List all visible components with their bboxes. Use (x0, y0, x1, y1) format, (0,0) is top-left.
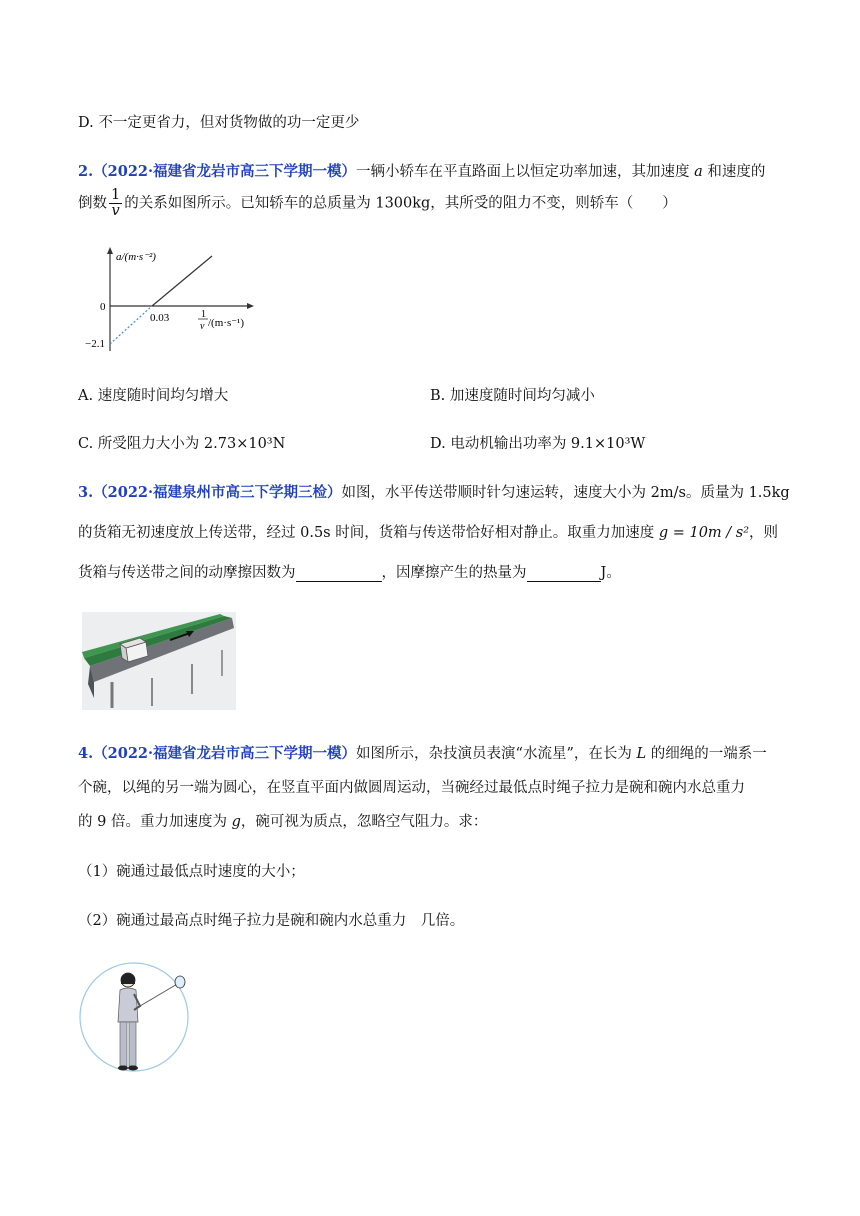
q2-xlabel-den: v (200, 321, 205, 332)
q4-sub2: （2）碗通过最高点时绳子拉力是碗和碗内水总重力 几倍。 (78, 913, 465, 929)
q4-line1 (78, 742, 767, 763)
q2-number: 2. (78, 163, 94, 180)
q4-text-3b: ，碗可视为质点，忽略空气阻力。求： (240, 814, 488, 830)
q2-option-a: A. 速度随时间均匀增大 (78, 388, 229, 404)
q4-bowl (175, 976, 185, 988)
q2-y-arrow (107, 247, 113, 254)
q2-text-1b: 和速度的 (707, 164, 766, 180)
q2-xlabel-num: 1 (201, 309, 206, 320)
q2-option-b: B. 加速度随时间均匀减小 (430, 388, 595, 404)
q3-conveyor-image (82, 612, 236, 710)
q4-var-L: L (636, 746, 647, 762)
q3-source: （2022·福建泉州市高三下学期三检） (93, 484, 342, 501)
q4-var-g: g (231, 814, 241, 830)
q3-blank-1 (296, 581, 382, 582)
q4-line2: 个碗，以绳的另一端为圆心，在竖直平面内做圆周运动，当碗经过最低点时绳子拉力是碗和碗内水总重力 (78, 780, 745, 796)
q4-text-1a: 如图所示，杂技演员表演“水流星”，在长为 (356, 746, 632, 762)
q3-number: 3. (78, 484, 94, 501)
q3-text-2a: 的货箱无初速度放上传送带，经过 0.5s 时间，货箱与传送带恰好相对静止。取重力加速度 (78, 525, 655, 541)
q3-text-3b: ，因摩擦产生的热量为 (381, 565, 527, 581)
q4-number: 4. (78, 745, 94, 762)
q2-x-intercept-label: 0.03 (150, 312, 170, 324)
q3-text-3a: 货箱与传送带之间的动摩擦因数为 (78, 565, 296, 581)
q4-sub1: （1）碗通过最低点时速度的大小； (78, 864, 305, 880)
q2-option-c: C. 所受阻力大小为 2.73×10³N (78, 436, 286, 452)
q2-line2 (78, 188, 677, 219)
q4-rope (140, 983, 179, 1006)
q3-formula: g = 10m / s² (658, 525, 750, 541)
q2-source: （2022·福建省龙岩市高三下学期一模） (93, 163, 357, 180)
q2-solid-line (152, 256, 212, 306)
q4-performer-illustration (76, 954, 198, 1084)
q2-graph (80, 246, 280, 358)
q2-ylabel: a/(m·s⁻²) (116, 251, 156, 263)
q3-text-2b: ，则 (749, 525, 779, 541)
q2-text-1a: 一辆小轿车在平直路面上以恒定功率加速，其加速度 (356, 164, 690, 180)
q2-dashed-line (110, 306, 152, 344)
q3-blank-2 (527, 581, 601, 582)
q2-text-2a: 倒数 (78, 195, 107, 212)
q2-y-intercept-label: −2.1 (85, 338, 105, 350)
q2-xlabel-unit: /(m·s⁻¹) (208, 317, 244, 329)
q2-line1 (78, 160, 765, 181)
q3-line3 (78, 561, 621, 582)
q3-line2 (78, 521, 778, 542)
q2-text-2b: 的关系如图所示。已知轿车的总质量为 1300kg，其所受的阻力不变，则轿车（ ） (124, 195, 677, 212)
q2-origin-label: 0 (100, 301, 106, 313)
q2-frac-den: v (111, 203, 120, 219)
q2-option-d: D. 电动机输出功率为 9.1×10³W (430, 436, 646, 452)
q2-fraction (109, 188, 122, 219)
q3-line1 (78, 481, 790, 502)
prev-option-d: D. 不一定更省力，但对货物做的功一定更少 (78, 115, 360, 131)
q2-x-arrow (247, 303, 254, 309)
q4-source: （2022·福建省龙岩市高三下学期一模） (93, 745, 357, 762)
q3-text-3c: J。 (600, 565, 621, 581)
q4-line3 (78, 810, 487, 831)
q2-frac-num: 1 (111, 187, 121, 203)
q4-text-1b: 的细绳的一端系一 (650, 746, 767, 762)
q4-text-3a: 的 9 倍。重力加速度为 (78, 814, 227, 830)
q2-var-a: a (694, 164, 703, 180)
q3-text-1: 如图，水平传送带顺时针匀速运转，速度大小为 2m/s。质量为 1.5kg (341, 485, 790, 501)
